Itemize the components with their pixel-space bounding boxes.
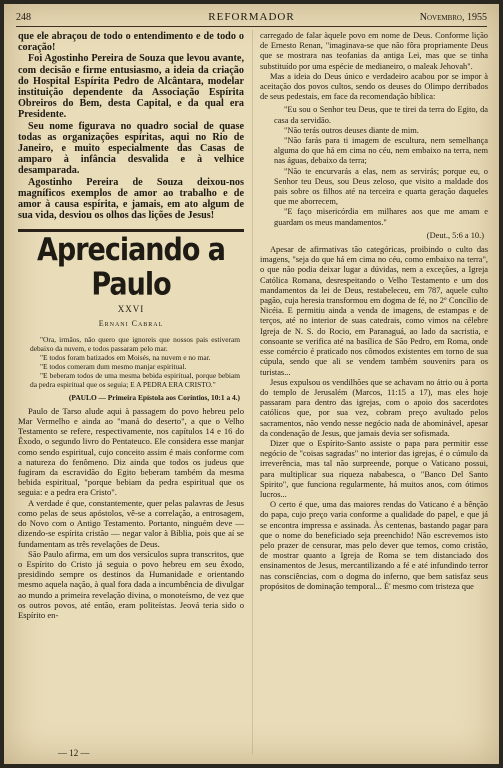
quote-line: "Não te encurvarás a elas, nem as servirás; porque eu, o Senhor teu Deus, sou Deus zeloso, que visito a maldade dos pais sobre os filhos até na terceira e quarta geração daqueles que me aborrecem, <box>274 166 488 207</box>
article-title: Apreciando a Paulo <box>36 232 226 303</box>
obituary-paragraph: Agostinho Pereira de Souza deixou-nos magníficos exemplos de amor ao trabalho e de amor à causa espírita, e jamais, em ato algum de sua vida, desviou os olhos das lições de Jesus! <box>18 176 244 222</box>
column-gutter <box>252 30 253 754</box>
quote-reference: (Deut., 5:6 a 10.) <box>426 230 484 240</box>
epigraph-line: "E beberam todos de uma mesma bebida espiritual, porque bebiam da pedra espiritual que os seguia; E A PEDRA ERA CRISTO." <box>30 370 240 389</box>
article-paragraph: Paulo de Tarso alude aqui à passagem do povo hebreu pelo Mar Vermelho e ainda ao "maná do deserto", a que o Velho Testamento se refere, respectivamente, nos capítulos 14 e 16 do Êxodo, o segundo livro do Pentateuco. Ele considera esse manjar como sendo espiritual, cujo conceito assim é mais conforme com a natureza do fenômeno. Diz ainda que todos os judeus que fugiram da escravidão do Egito beberam também da mesma bebida espiritual, "porque bebiam da pedra espiritual que os seguia: e a pedra era Cristo". <box>18 405 244 498</box>
article-author: Ernani Cabral <box>98 318 164 328</box>
header-rule <box>16 26 487 27</box>
quote-line: "Não farás para ti imagem de escultura, nem semelhança alguma do que há em cima no céu, nem embaixo na terra, nem nas águas, debaixo da terra; <box>274 136 488 166</box>
quote-line: "E faço misericórdia em milhares aos que me amam e guardam os meus mandamentos." <box>274 207 488 227</box>
article-paragraph: Apesar de afirmativas tão categóricas, proibindo o culto das imagens, "seja do que há em cima no céu, como embaixo na terra", o que não podia deixar lugar a dúvidas, nem a exceções, a Igreja Católica Romana, desrespeitando o Velho Testamento e um dos mandamentos da lei de Deus, restabeleceu, em 787, aquele culto pagão, cuja heresia transformou em dogma de fé, no 2º Concílio de Nicéia. E permitiu ainda a venda de imagens, de estampas e de terços, até no interior de suas catedrais, como vimos na célebre Igreja de N. S. do Rocio, em Paranaguá, ao lado da sacristia, e consoante se verifica até na basílica de São Pedro, em Roma, onde esse comércio é praticado nos cômodos existentes em torno de sua cúpula, sendo que ali se vendem também souvenirs para os turistas... <box>260 245 488 377</box>
issue-date: Novembro, 1955 <box>419 12 487 23</box>
masthead: REFORMADOR <box>208 11 295 23</box>
epigraph-line: "Ora, irmãos, não quero que ignoreis que nossos pais estiveram debaixo da nuvem, e todos passaram pelo mar. <box>30 334 240 353</box>
epigraph <box>30 335 240 402</box>
obituary-paragraph: que ele abraçou de todo o entendimento e de todo o coração! <box>18 31 244 54</box>
article-paragraph: A verdade é que, constantemente, quer pelas palavras de Jesus como pelas de seus apóstolos, vê-se a correlação, a entrosagem, do Novo com o Antigo Testamento. Portanto, ninguém deve — dizendo-se espírita cristão — negar valor à Bíblia, pois que aí se fundamentam as três revelações de Deus. <box>18 497 244 549</box>
epigraph-source: (PAULO — Primeira Epístola aos Coríntios, 10:1 a 4.) <box>68 392 240 402</box>
magazine-page <box>4 4 499 764</box>
article-paragraph: Mas a ideia do Deus único e verdadeiro acabou por se impor à aceitação dos povos cultos, sendo os deuses do Olimpo derribados de seus pedestais, em face da recomendação bíblica: <box>260 71 488 102</box>
quote-line: "Eu sou o Senhor teu Deus, que te tirei da terra do Egito, da casa da servidão. <box>274 105 488 125</box>
obituary-paragraph: Seu nome figurava no quadro social de quase todas as organizações espíritas, aqui no Rio de Janeiro, e muito especialmente das Casas de amparo à infância desvalida e à velhice desamparada. <box>18 120 244 177</box>
page-footer: — 12 — <box>58 748 90 758</box>
obituary-paragraph: Foi Agostinho Pereira de Souza que levou avante, com decisão e firme entusiasmo, a ideia da criação do Hospital Espírita Pedro de Alcântara, modelar instituição dependente da Associação Espírita Obreiros do Bem, desta Capital, e da qual era Presidente. <box>18 53 244 121</box>
article-paragraph: São Paulo afirma, em um dos versículos supra transcritos, que o Espírito do Cristo já seguia o povo hebreu em seu êxodo, presidindo sempre os destinos da Humanidade e orientando mesmo aquela nação, à qual fora dada a incumbência de divulgar ao mundo a primeira revelação divina, o monoteísmo, de vez que os outros povos, até então, eram politeístas. Jeová teria sido o Espírito en- <box>18 548 244 620</box>
quote-line: "Não terás outros deuses diante de mim. <box>284 125 419 135</box>
article-paragraph: Dizer que o Espírito-Santo assiste o papa para permitir esse negócio de "coisas sagradas" no interior das igrejas, é o cúmulo da irreverência, mas tal não surpreende, porque o Vaticano possui, para multiplicar sua riqueza nababesca, o "Banco Del Santo Spirito", que funciona regularmente, há muitos anos, com ótimos lucros... <box>260 438 488 499</box>
article-paragraph: carregado de falar àquele povo em nome de Deus. Conforme lição de Ernesto Renan, "imaginava-se que não fôra propriamente Deus que se mostrara nas teofanias da antiga Lei, mas que se tinha substituído por uma espécie de medianeiro, o maleak Jehovah". <box>260 31 488 71</box>
article-paragraph: Jesus expulsou os vendilhões que se achavam no átrio ou à porta do templo de Jerusalém (Marcos, 11:15 a 17), mas eles hoje passaram para dentro das igrejas, com o apoio dos sacerdotes católicos que, por sua vez, cobram preço avultado pelos sacramentos, não vendo nesse negócio nada de abominável, apesar da condenação de Jesus, que jamais devia ser sofismada. <box>260 377 488 438</box>
page-number: 248 <box>16 12 31 23</box>
article-number: XXVI <box>117 304 145 315</box>
bible-quote <box>274 105 488 227</box>
epigraph-line: "E todos comeram dum mesmo manjar espiritual. <box>40 361 187 371</box>
running-header <box>16 10 487 26</box>
article-paragraph: O certo é que, uma das maiores rendas do Vaticano é a bênção do papa, cujo preço varia conforme a qualidade do papel, e que já se encontra impressa e assinada. Às centenas, bastando pagar para que o nome do beneficiado seja preenchido! Não escrevemos isto pelo prazer de censurar, mas pelo dever que temos, como cristão, de mostrar quanto a Igreja de Roma se tem distanciado dos ensinamentos de Jesus, mercantilizando a fé e até infundindo terror nas consciências, com o dogma do inferno, que bem satisfaz seus propósitos de dominação temporal... É' mesmo com tristeza que <box>260 500 488 591</box>
epigraph-line: "E todos foram batizados em Moisés, na nuvem e no mar. <box>40 352 211 362</box>
left-column <box>18 31 244 620</box>
right-column <box>260 31 488 592</box>
